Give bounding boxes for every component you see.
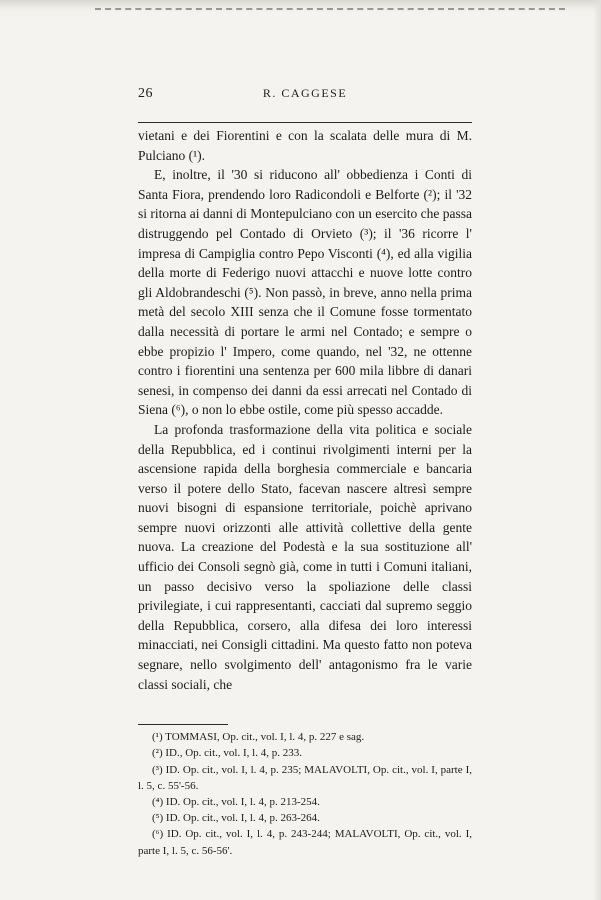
- footnote: (³) ID. Op. cit., vol. I, l. 4, p. 235; MALAVOLTI, Op. cit., vol. I, parte I, l. 5, c. 55'-56.: [138, 763, 472, 792]
- footnotes: [138, 729, 472, 859]
- scan-edge-line: [95, 8, 565, 10]
- running-head: [138, 86, 472, 106]
- body-text: [138, 126, 472, 694]
- footnote-rule: [138, 724, 228, 725]
- footnote: (¹) TOMMASI, Op. cit., vol. I, l. 4, p. 227 e sag.: [152, 731, 365, 744]
- footnote: (⁴) ID. Op. cit., vol. I, l. 4, p. 213-254.: [152, 796, 320, 809]
- footnote: (²) ID., Op. cit., vol. I, l. 4, p. 233.: [152, 747, 302, 760]
- footnote: (⁶) ID. Op. cit., vol. I, l. 4, p. 243-244; MALAVOLTI, Op. cit., vol. I, parte I, l. 5, c. 56-56'.: [138, 828, 472, 857]
- page-number: 26: [138, 86, 153, 101]
- paragraph: E, inoltre, il '30 si riducono all' obbedienza i Conti di Santa Fiora, prendendo loro Radicondoli e Belforte (²); il '32 si ritorna ai danni di Montepulciano con un esercito che passa distruggendo pel Contado di Orvieto (³); il '36 ricorre l' impresa di Campiglia contro Pepo Visconti (⁴), ed alla vigilia della morte di Federigo nuovi attacchi e nuove lotte contro gli Aldobrandeschi (⁵). Non passò, in breve, anno nella prima metà del secolo XIII senza che il Comune fosse tormentato dalla necessità di portare le armi nel Contado; e sempre o ebbe propizio l' Impero, come quando, nel '32, ne ottenne contro i fiorentini una sentenza per 600 mila libbre di danari senesi, in compenso dei danni da essi arrecati nel Contado di Siena (⁶), o non lo ebbe ostile, come più spesso accadde.: [138, 167, 472, 418]
- page-right-edge: [593, 0, 601, 900]
- running-head-author: R. CAGGESE: [262, 86, 348, 100]
- book-page: [138, 86, 472, 859]
- page-top-edge: [0, 0, 601, 14]
- paragraph: La profonda trasformazione della vita politica e sociale della Repubblica, ed i continui rivolgimenti interni per la ascensione rapida della borghesia commerciale e bancaria verso il potere dello Stato, facevan nascere altresì sempre nuovi bisogni di espansione territoriale, poichè aprivano sempre nuovi orizzonti alle attività collettive della gente nuova. La creazione del Podestà e la sua sostituzione all' ufficio dei Consoli segnò già, come in tutti i Comuni italiani, un passo decisivo verso la spoliazione delle classi privilegiate, i cui rappresentanti, cacciati dal supremo seggio della Repubblica, corsero, alla difesa dei loro interessi minacciati, nei Consigli cittadini. Ma questo fatto non poteva segnare, nello svolgimento dell' antagonismo fra le varie classi sociali, che: [138, 421, 472, 692]
- header-rule: [138, 122, 472, 123]
- footnote: (⁵) ID. Op. cit., vol. I, l. 4, p. 263-264.: [152, 812, 320, 825]
- paragraph-continued: vietani e dei Fiorentini e con la scalata delle mura di M. Pulciano (¹).: [138, 128, 472, 163]
